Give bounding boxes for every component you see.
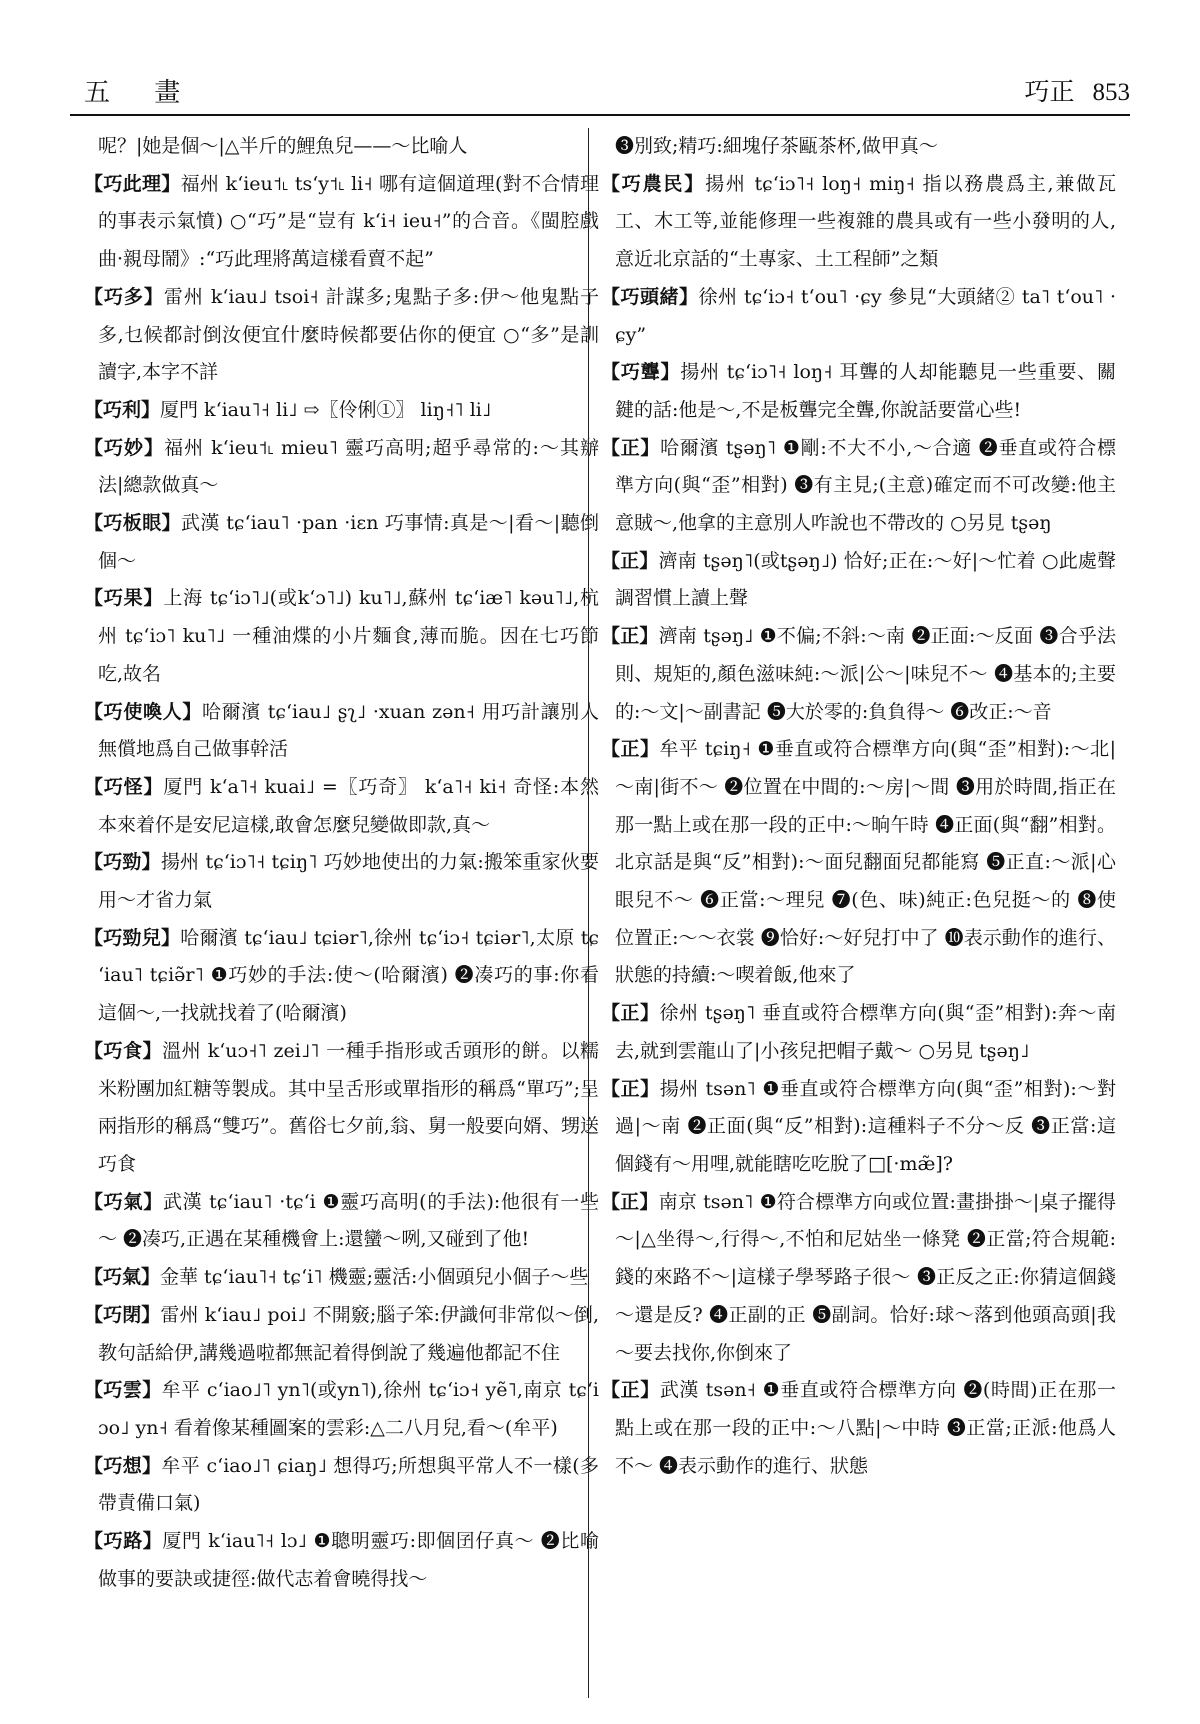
left-column (84, 128, 599, 1708)
entry-headword: 【巧勁】 (84, 851, 161, 874)
column-divider (588, 128, 589, 1698)
entry-headword: 【巧食】 (84, 1039, 163, 1062)
entry-headword: 【巧此理】 (84, 172, 181, 195)
entry-headword: 【巧閉】 (84, 1303, 161, 1326)
dictionary-entry: 【巧此理】福州 kʻieu˦˪ tsʻy˦˪ li˧ 哪有這個道理(對不合情理的事表示氣憤) ○“巧”是“豈有 kʻi˧ ieu˧”的合音。《閩腔戲曲·親母鬧》:“巧此理將萬這樣看賣不起” (84, 172, 599, 271)
running-head (1024, 72, 1130, 108)
entry-headword: 【巧妙】 (84, 436, 165, 459)
entry-headword: 【正】 (601, 625, 659, 648)
entry-headword: 【正】 (601, 1190, 659, 1213)
entry-headword: 【巧路】 (84, 1530, 163, 1553)
entry-headword: 【巧板眼】 (84, 512, 182, 535)
dictionary-entry: 【正】徐州 tʂəŋ˥ 垂直或符合標準方向(與“歪”相對):奔～南去,就到雲龍山了|小孩兒把帽子戴～ ○另見 tʂəŋ˩ (601, 1002, 1116, 1062)
dictionary-entry: 【巧雲】牟平 cʻiao˩˥ yn˥(或yn˥),徐州 tɕʻiɔ˧ yẽ˥,南京 tɕʻiɔo˩ yn˧ 看着像某種圖案的雲彩:△二八月兒,看～(牟平) (84, 1379, 599, 1439)
dictionary-entry: 【正】揚州 tsən˥ ❶垂直或符合標準方向(與“歪”相對):～對過|～南 ❷正面(與“反”相對):這種料子不分～反 ❸正當:這個錢有～用哩,就能瞎吃吃脫了□[·mæ̃]? (601, 1077, 1116, 1175)
entry-headword: 【正】 (601, 1379, 660, 1402)
entry-headword: 【巧利】 (84, 398, 161, 421)
dictionary-entry: ❸別致;精巧:細塊仔茶甌茶杯,做甲真～ (615, 135, 938, 157)
dictionary-entry: 【巧頭緒】徐州 tɕʻiɔ˧ tʻou˥ ·ɕy 參見“大頭緒② ta˥ tʻou˥ ·ɕy” (601, 285, 1116, 346)
dictionary-entry: 【巧利】厦門 kʻiau˥˧ li˩ ⇨〖伶俐①〗 liŋ˧˥ li˩ (84, 398, 492, 421)
entry-headword: 【巧農民】 (601, 172, 706, 195)
page-header (70, 58, 1130, 114)
dictionary-entry: 【巧聾】揚州 tɕʻiɔ˥˧ loŋ˧ 耳聾的人却能聽見一些重要、關鍵的話:他是～,不是板聾完全聾,你說話要當心些! (601, 361, 1116, 421)
right-column (601, 128, 1116, 1708)
entry-headword: 【巧頭緒】 (601, 285, 699, 308)
header-rule (70, 114, 1130, 116)
entry-headword: 【巧聾】 (601, 361, 681, 384)
dictionary-entry: 【巧妙】福州 kʻieu˦˪ mieu˥ 靈巧高明;超乎尋常的:～其辦法|總款做真～ (84, 436, 599, 497)
entry-headword: 【巧使喚人】 (84, 700, 202, 723)
entry-headword: 【巧怪】 (84, 775, 164, 798)
section-title: 五 畫 (84, 78, 199, 108)
dictionary-entry: 【巧多】雷州 kʻiau˩ tsoi˧ 計謀多;鬼點子多:伊～他鬼點子多,乜候都討倒汝便宜什麼時候都要佔你的便宜 ○“多”是訓讀字,本字不詳 (84, 285, 599, 384)
dictionary-entry: 【正】南京 tsən˥ ❶符合標準方向或位置:畫掛掛～|桌子擺得～|△坐得～,行得～,不怕和尼姑坐一條凳 ❷正當;符合規範:錢的來路不～|這樣子學琴路子很～ ❸正反之正:你猜這個錢～還是反? ❹正副的正 ❺副詞。恰好:球～落到他頭高頭|我～要去找你,你倒來了 (601, 1190, 1116, 1364)
dictionary-entry: 【巧使喚人】哈爾濱 tɕʻiau˩ ʂʅ˩ ·xuan zən˧ 用巧計讓別人無償地爲自己做事幹活 (84, 700, 599, 761)
dictionary-entry: 【巧食】溫州 kʻuɔ˧˥ zei˩˥ 一種手指形或舌頭形的餅。以糯米粉團加紅糖等製成。其中呈舌形或單指形的稱爲“單巧”;呈兩指形的稱爲“雙巧”。舊俗七夕前,翁、舅一般要向婿、甥送巧食 (84, 1039, 599, 1175)
page-number: 853 (1092, 79, 1130, 106)
entry-headword: 【正】 (601, 1002, 660, 1025)
dictionary-entry: 【正】濟南 tʂəŋ˩ ❶不偏;不斜:～南 ❷正面:～反面 ❸合乎法則、規矩的,顏色滋味純:～派|公～|味兒不～ ❹基本的;主要的:～文|～副書記 ❺大於零的:負負得～ ❻改正:～音 (601, 625, 1116, 723)
entry-headword: 【巧勁兒】 (84, 926, 181, 949)
headword-range: 巧正 (1024, 77, 1075, 106)
entry-headword: 【巧氣】 (84, 1266, 161, 1289)
entry-headword: 【巧果】 (84, 587, 164, 610)
dictionary-entry: 【正】哈爾濱 tʂəŋ˥ ❶剛:不大不小,～合適 ❷垂直或符合標準方向(與“歪”相對) ❸有主見;(主意)確定而不可改變:他主意賊～,他拿的主意別人咋說也不帶改的 ○另見 tʂəŋ (601, 436, 1116, 535)
entry-headword: 【正】 (601, 436, 661, 459)
dictionary-entry: 【巧果】上海 tɕʻiɔ˥˩(或kʻɔ˥˩) ku˥˩,蘇州 tɕʻiæ˥ kəu˥˩,杭州 tɕʻiɔ˥ ku˥˩ 一種油煠的小片麵食,薄而脆。因在七巧節吃,故名 (84, 587, 599, 685)
dictionary-entry: 【正】武漢 tsən˧ ❶垂直或符合標準方向 ❷(時間)正在那一點上或在那一段的正中:～八點|～中時 ❸正當;正派:他爲人不～ ❹表示動作的進行、狀態 (601, 1379, 1116, 1477)
entry-headword: 【正】 (601, 738, 660, 761)
entry-headword: 【巧想】 (84, 1454, 162, 1477)
dictionary-entry: 【正】濟南 tʂəŋ˥(或tʂəŋ˩) 恰好;正在:～好|～忙着 ○此處聲調習慣上讀上聲 (601, 549, 1116, 610)
dictionary-entry: 【巧氣】金華 tɕʻiau˥˧ tɕʻi˥ 機靈;靈活:小個頭兒小個子～些 (84, 1266, 589, 1289)
dictionary-entry: 【巧怪】厦門 kʻa˥˧ kuai˩ =〖巧奇〗 kʻa˥˧ ki˧ 奇怪:本然本來着伓是安尼這樣,敢會怎麼兒變做即款,真～ (84, 775, 599, 836)
dictionary-entry: 【巧農民】揚州 tɕʻiɔ˥˧ loŋ˧ miŋ˧ 指以務農爲主,兼做瓦工、木工等,並能修理一些複雜的農具或有一些小發明的人,意近北京話的“土專家、土工程師”之類 (601, 172, 1116, 271)
entry-headword: 【正】 (601, 549, 659, 572)
dictionary-entry: 【巧勁兒】哈爾濱 tɕʻiau˩ tɕiər˥,徐州 tɕʻiɔ˧ tɕiər˥,太原 tɕʻiau˥ tɕiə̃r˥ ❶巧妙的手法:使～(哈爾濱) ❷凑巧的事:你看這個～,一找就找着了(哈爾濱) (84, 926, 599, 1025)
dictionary-entry: 【正】牟平 tɕiŋ˧ ❶垂直或符合標準方向(與“歪”相對):～北|～南|街不～ ❷位置在中間的:～房|～間 ❸用於時間,指正在那一點上或在那一段的正中:～晌午時 ❹正面(與“翻”相對。北京話是與“反”相對):～面兒翻面兒都能寫 ❺正直:～派|心眼兒不～ ❻正當:～理兒 ❼(色、味)純正:色兒挺～的 ❽使位置正:～～衣裳 ❾恰好:～好兒打中了 ❿表示動作的進行、狀態的持續:～喫着飯,他來了 (601, 738, 1116, 987)
entry-headword: 【巧雲】 (84, 1379, 162, 1402)
dictionary-entry: 【巧板眼】武漢 tɕʻiau˥ ·pan ·iɛn 巧事情:真是～|看～|聽倒個～ (84, 512, 599, 572)
dictionary-entry: 【巧路】厦門 kʻiau˥˧ lɔ˩ ❶聰明靈巧:即個囝仔真～ ❷比喻做事的要訣或捷徑:做代志着會曉得找～ (84, 1530, 599, 1590)
entry-headword: 【巧氣】 (84, 1190, 163, 1213)
dictionary-entry: 【巧想】牟平 cʻiao˩˥ ɕiaŋ˩ 想得巧;所想與平常人不一樣(多帶責備口氣) (84, 1454, 599, 1515)
dictionary-entry: 【巧氣】武漢 tɕʻiau˥ ·tɕʻi ❶靈巧高明(的手法):他很有一些～ ❷凑巧,正遇在某種機會上:還蠻～咧,又碰到了他! (84, 1190, 599, 1251)
dictionary-entry: 【巧閉】雷州 kʻiau˩ poi˩ 不開竅;腦子笨:伊識何非常似～倒,教句話給伊,講幾過啦都無記着得倒說了幾遍他都記不住 (84, 1303, 599, 1364)
dictionary-entry: 【巧勁】揚州 tɕʻiɔ˥˧ tɕiŋ˥ 巧妙地使出的力氣:搬笨重家伙要用～才省力氣 (84, 851, 599, 912)
dictionary-entry: 呢？|她是個～|△半斤的鯉魚兒——～比喻人 (98, 135, 468, 157)
entry-headword: 【巧多】 (84, 285, 164, 308)
entry-headword: 【正】 (601, 1077, 660, 1100)
